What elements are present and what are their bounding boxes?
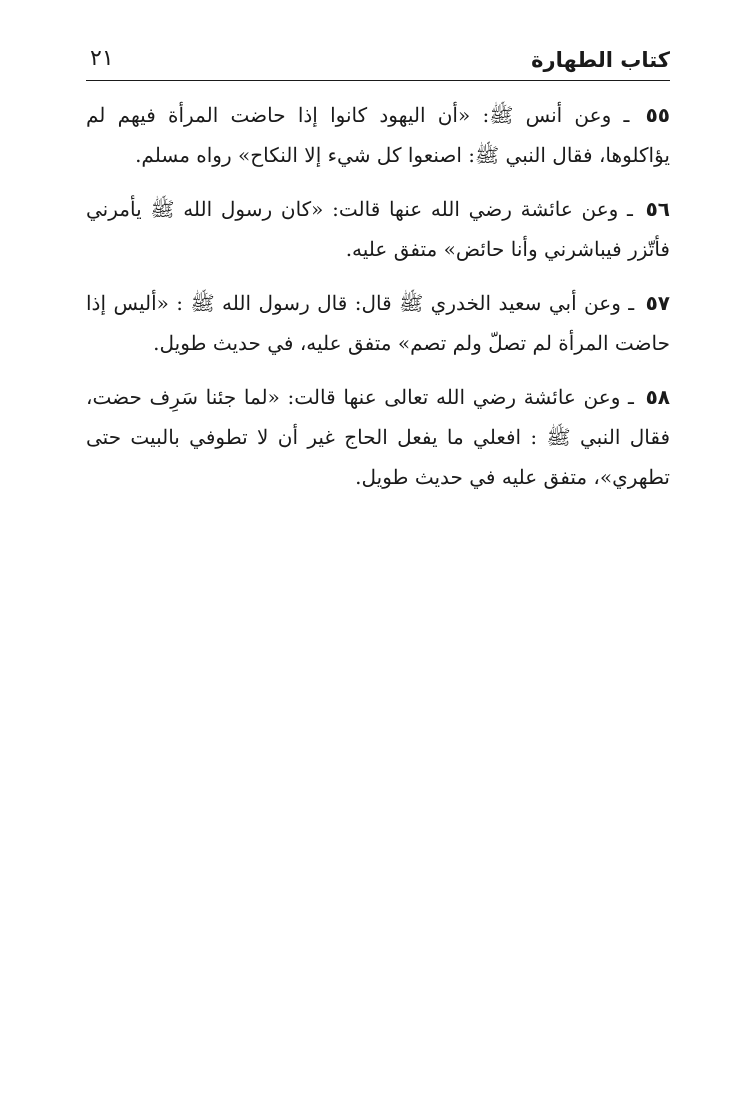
page-header [86,44,670,81]
hadith-58 [86,377,670,497]
hadith-number: ٥٨ [645,385,671,409]
running-title: كتاب الطهارة [531,48,670,72]
page-number: ٢١ [90,46,114,71]
hadith-text: ـ وعن أنس ﷺ: «أن اليهود كانوا إذا حاضت المرأة فيهم لم يؤاكلوها، فقال النبي ﷺ: اصنعوا كل شيء إلا النكاح» رواه مسلم. [86,103,670,167]
hadith-text: ـ وعن عائشة رضي الله عنها قالت: «كان رسول الله ﷺ يأمرني فأتّزر فيباشرني وأنا حائض» متفق عليه. [86,197,670,261]
hadith-number: ٥٧ [645,291,671,315]
hadith-text: ـ وعن عائشة رضي الله تعالى عنها قالت: «لما جئنا سَرِف حضت، فقال النبي ﷺ : افعلي ما يفعل الحاج غير أن لا تطوفي بالبيت حتى تطهري»، متفق عليه في حديث طويل. [86,385,670,489]
page-body [86,95,670,511]
hadith-56 [86,189,670,269]
hadith-55 [86,95,670,175]
hadith-text: ـ وعن أبي سعيد الخدري ﷺ قال: قال رسول الله ﷺ : «أليس إذا حاضت المرأة لم تصلّ ولم تصم» متفق عليه، في حديث طويل. [86,291,670,355]
hadith-number: ٥٥ [645,103,670,127]
hadith-57 [86,283,670,363]
hadith-number: ٥٦ [645,197,670,221]
